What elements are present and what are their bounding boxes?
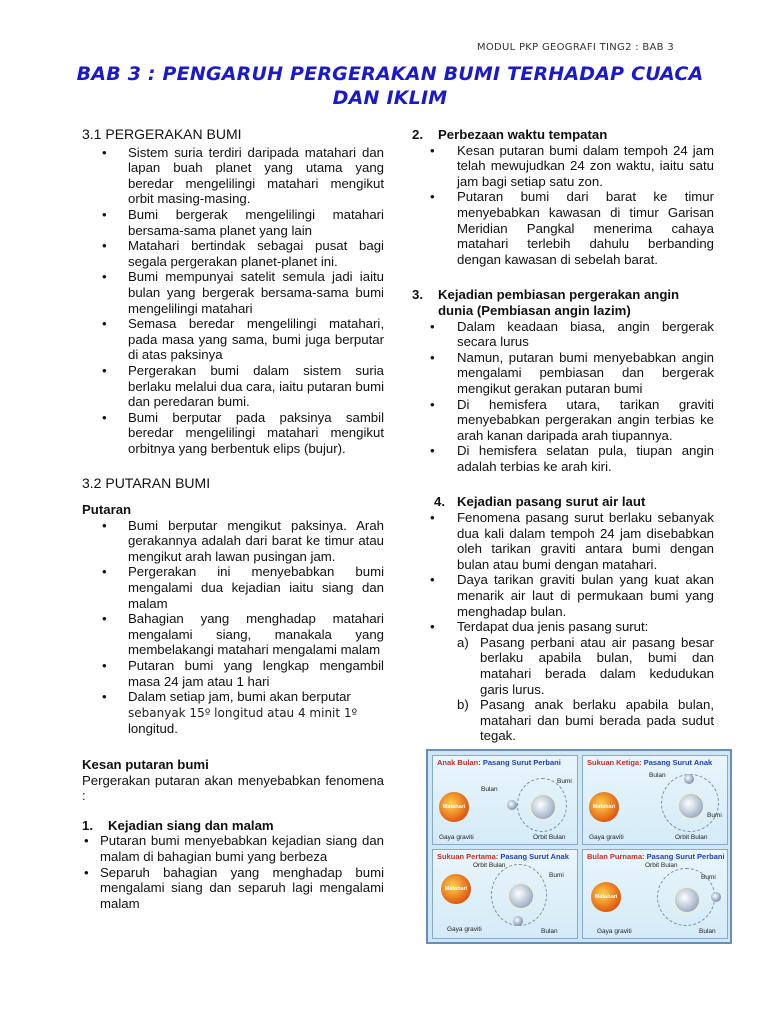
label-bumi: Bumi	[549, 872, 564, 879]
label-bulan: Bulan	[481, 786, 498, 793]
heading-number: 3.	[412, 287, 423, 303]
sub-item-text: Pasang anak berlaku apabila bulan, matahari dan bumi berada pada sudut tegak.	[480, 697, 714, 744]
list-item: • Separuh bahagian yang menghadap bumi mengalami siang dan separuh lagi mengalami malam	[82, 865, 384, 912]
sun-icon: Matahari	[591, 882, 621, 912]
point-3-heading	[412, 287, 714, 318]
moon-icon	[507, 800, 517, 810]
section-3-2-heading: 3.2 PUTARAN BUMI	[82, 475, 211, 492]
list-item: • Bahagian yang menghadap matahari mengalami siang, manakala yang membelakangi matahari mengalami malam	[82, 611, 384, 658]
point-2-heading	[412, 127, 714, 143]
heading-text: Perbezaan waktu tempatan	[438, 127, 608, 142]
module-header: MODUL PKP GEOGRAFI TING2 : BAB 3	[476, 42, 674, 53]
panel-title: Sukuan Pertama: Pasang Surut Anak	[437, 852, 569, 861]
label-orbit: Orbit Bulan	[533, 834, 566, 841]
sun-icon: Matahari	[589, 792, 619, 822]
putaran-label: Putaran	[82, 502, 132, 518]
list-item: • Kesan putaran bumi dalam tempoh 24 jam telah mewujudkan 24 zon waktu, iaitu satu jam bagi setiap satu zon.	[412, 143, 714, 190]
heading-text: Kejadian siang dan malam	[108, 817, 274, 833]
heading-text: Kejadian pasang surut air laut	[457, 494, 646, 510]
label-bulan: Bulan	[541, 928, 558, 935]
moon-icon	[711, 892, 721, 902]
point-4-heading	[412, 494, 714, 510]
heading-number: 1.	[82, 817, 93, 833]
title-line-1: BAB 3 : PENGARUH PERGERAKAN BUMI TERHADAP CUACA	[76, 63, 704, 85]
heading-text: Kejadian pembiasan pergerakan angin dunia (Pembiasan angin lazim)	[438, 287, 680, 318]
panel-title: Bulan Purnama: Pasang Surut Perbani	[587, 852, 725, 861]
label-bumi: Bumi	[701, 874, 716, 881]
kejadian-1-heading	[82, 818, 384, 834]
list-item: • Semasa beredar mengelilingi matahari, pada masa yang sama, bumi juga berputar di atas paksinya	[82, 316, 384, 363]
label-orbit: Orbit Bulan	[675, 834, 708, 841]
label-gaya: Gaya graviti	[447, 926, 482, 933]
kejadian-1-list	[82, 833, 384, 911]
sub-item-letter: a)	[457, 634, 469, 650]
diagram-panel-third-quarter	[582, 755, 728, 845]
earth-icon	[677, 792, 705, 820]
label-gaya: Gaya graviti	[597, 928, 632, 935]
sun-icon: Matahari	[439, 792, 469, 822]
list-item: • Matahari bertindak sebagai pusat bagi segala pergerakan planet-planet ini.	[82, 238, 384, 269]
sub-item-letter: b)	[457, 697, 469, 713]
heading-number: 2.	[412, 127, 423, 142]
diagram-panel-full-moon	[582, 849, 728, 939]
list-item: • Bumi berputar pada paksinya sambil beredar mengelilingi matahari mengikut orbitnya yang berbentuk elips (bujur).	[82, 410, 384, 457]
moon-icon	[513, 916, 523, 926]
point-3-list	[412, 319, 714, 475]
earth-icon	[529, 793, 557, 821]
list-item: • Di hemisfera selatan pula, tiupan angin adalah terbias ke arah kiri.	[412, 443, 714, 474]
kesan-label: Kesan putaran bumi	[82, 756, 209, 772]
label-bulan: Bulan	[699, 928, 716, 935]
putaran-list	[82, 518, 384, 737]
list-item-line: sebanyak 15º longitud atau 4 minit 1º	[128, 705, 358, 720]
list-item: • Sistem suria terdiri daripada matahari dan lapan buah planet yang utama yang beredar mengelilingi matahari mengikut orbit masing-masing.	[82, 145, 384, 207]
label-orbit: Orbit Bulan	[645, 862, 678, 869]
diagram-panel-first-quarter	[432, 849, 578, 939]
label-gaya: Gaya graviti	[589, 834, 624, 841]
list-item: • Namun, putaran bumi menyebabkan angin mengalami pembiasan dan bergerak mengikut gerakan putaran bumi	[412, 350, 714, 397]
point-2-list	[412, 143, 714, 268]
list-item: • Fenomena pasang surut berlaku sebanyak dua kali dalam tempoh 24 jam disebabkan oleh tarikan graviti antara bumi dengan bulan atau bumi dengan matahari.	[412, 510, 714, 572]
right-column	[412, 127, 714, 744]
chapter-title	[60, 62, 720, 110]
list-item: • Bumi mempunyai satelit semula jadi iaitu bulan yang bergerak bersama-sama bumi mengelilingi matahari	[82, 269, 384, 316]
list-item: • Pergerakan bumi dalam sistem suria berlaku melalui dua cara, iaitu putaran bumi dan peredaran bumi.	[82, 363, 384, 410]
sub-list-item	[412, 697, 714, 744]
label-bumi: Bumi	[557, 778, 572, 785]
title-line-2: DAN IKLIM	[332, 87, 448, 109]
list-item-line: longitud.	[128, 721, 178, 737]
tide-diagram	[426, 749, 732, 944]
label-bumi: Bumi	[707, 812, 722, 819]
list-item: • Terdapat dua jenis pasang surut:	[412, 619, 714, 635]
list-item: • Daya tarikan graviti bulan yang kuat akan menarik air laut di permukaan bumi yang menghadap bulan.	[412, 572, 714, 619]
sub-item-text: Pasang perbani atau air pasang besar berlaku apabila bulan, bumi dan matahari berada dalam kedudukan garis lurus.	[480, 634, 714, 697]
kesan-text: Pergerakan putaran akan menyebabkan fenomena :	[82, 772, 384, 804]
list-item-line: Dalam setiap jam, bumi akan berputar	[128, 689, 351, 705]
moon-icon	[684, 774, 694, 784]
label-bulan: Bulan	[649, 772, 666, 779]
list-item	[82, 689, 384, 737]
sub-list-item	[412, 635, 714, 697]
left-column	[82, 127, 384, 911]
earth-icon	[507, 882, 535, 910]
panel-title: Sukuan Ketiga: Pasang Surut Anak	[587, 758, 713, 767]
list-item: • Putaran bumi yang lengkap mengambil masa 24 jam atau 1 hari	[82, 658, 384, 689]
list-item: • Pergerakan ini menyebabkan bumi mengalami dua kejadian iaitu siang dan malam	[82, 564, 384, 611]
list-item: • Dalam keadaan biasa, angin bergerak secara lurus	[412, 319, 714, 350]
label-orbit: Orbit Bulan	[473, 862, 506, 869]
panel-title: Anak Bulan: Pasang Surut Perbani	[437, 758, 561, 767]
point-4-list	[412, 510, 714, 635]
section-3-1-heading: 3.1 PERGERAKAN BUMI	[82, 126, 242, 142]
label-gaya: Gaya graviti	[439, 834, 474, 841]
section-3-1-list	[82, 145, 384, 457]
list-item: • Di hemisfera utara, tarikan graviti menyebabkan pergerakan angin terbias ke arah kanan daripada arah tiupannya.	[412, 397, 714, 444]
sun-icon: Matahari	[441, 874, 471, 904]
tide-types-list	[412, 635, 714, 744]
heading-number: 4.	[434, 494, 445, 510]
list-item: • Bumi bergerak mengelilingi matahari bersama-sama planet yang lain	[82, 207, 384, 238]
diagram-panel-new-moon	[432, 755, 578, 845]
earth-icon	[673, 886, 701, 914]
list-item: • Putaran bumi dari barat ke timur menyebabkan kawasan di timur Garisan Meridian Pangkal menerima cahaya matahari terlebih dahulu berbanding dengan kawasan di sebelah barat.	[412, 189, 714, 267]
list-item: • Bumi berputar mengikut paksinya. Arah gerakannya adalah dari barat ke timur atau mengikut arah lawan pusingan jam.	[82, 518, 384, 565]
list-item: • Putaran bumi menyebabkan kejadian siang dan malam di bahagian bumi yang berbeza	[82, 833, 384, 864]
